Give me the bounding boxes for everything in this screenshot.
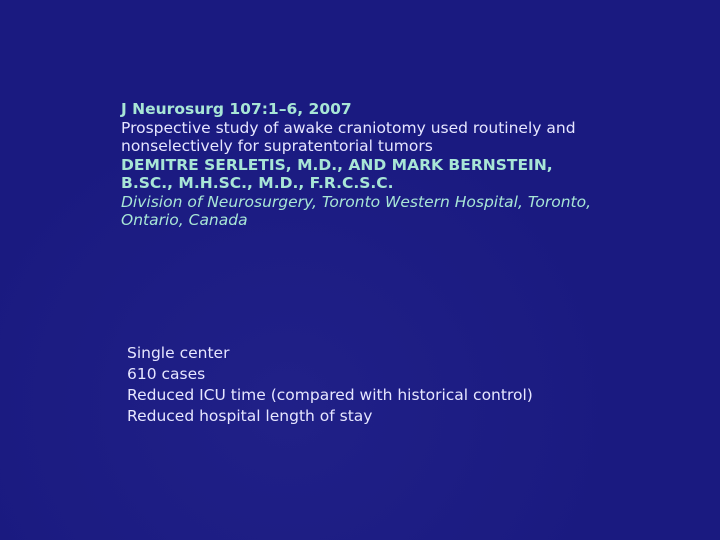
findings-list [127, 343, 533, 427]
finding-item: Reduced hospital length of stay [127, 407, 373, 425]
finding-item: Reduced ICU time (compared with historical control) [127, 386, 533, 404]
citation-block [121, 100, 681, 230]
finding-item: 610 cases [127, 365, 206, 383]
article-title-line-2: nonselectively for supratentorial tumors [121, 137, 433, 155]
finding-item: Single center [127, 344, 230, 362]
article-title-line-1: Prospective study of awake craniotomy used routinely and [121, 118, 576, 137]
affiliation-line-2: Ontario, Canada [121, 211, 248, 229]
authors-line-2: B.SC., M.H.SC., M.D., F.R.C.S.C. [121, 174, 394, 192]
authors-line-1: DEMITRE SERLETIS, M.D., AND MARK BERNSTEIN, [121, 155, 553, 174]
affiliation-line-1: Division of Neurosurgery, Toronto Western Hospital, Toronto, [121, 192, 592, 211]
journal-reference: J Neurosurg 107:1–6, 2007 [121, 100, 352, 118]
